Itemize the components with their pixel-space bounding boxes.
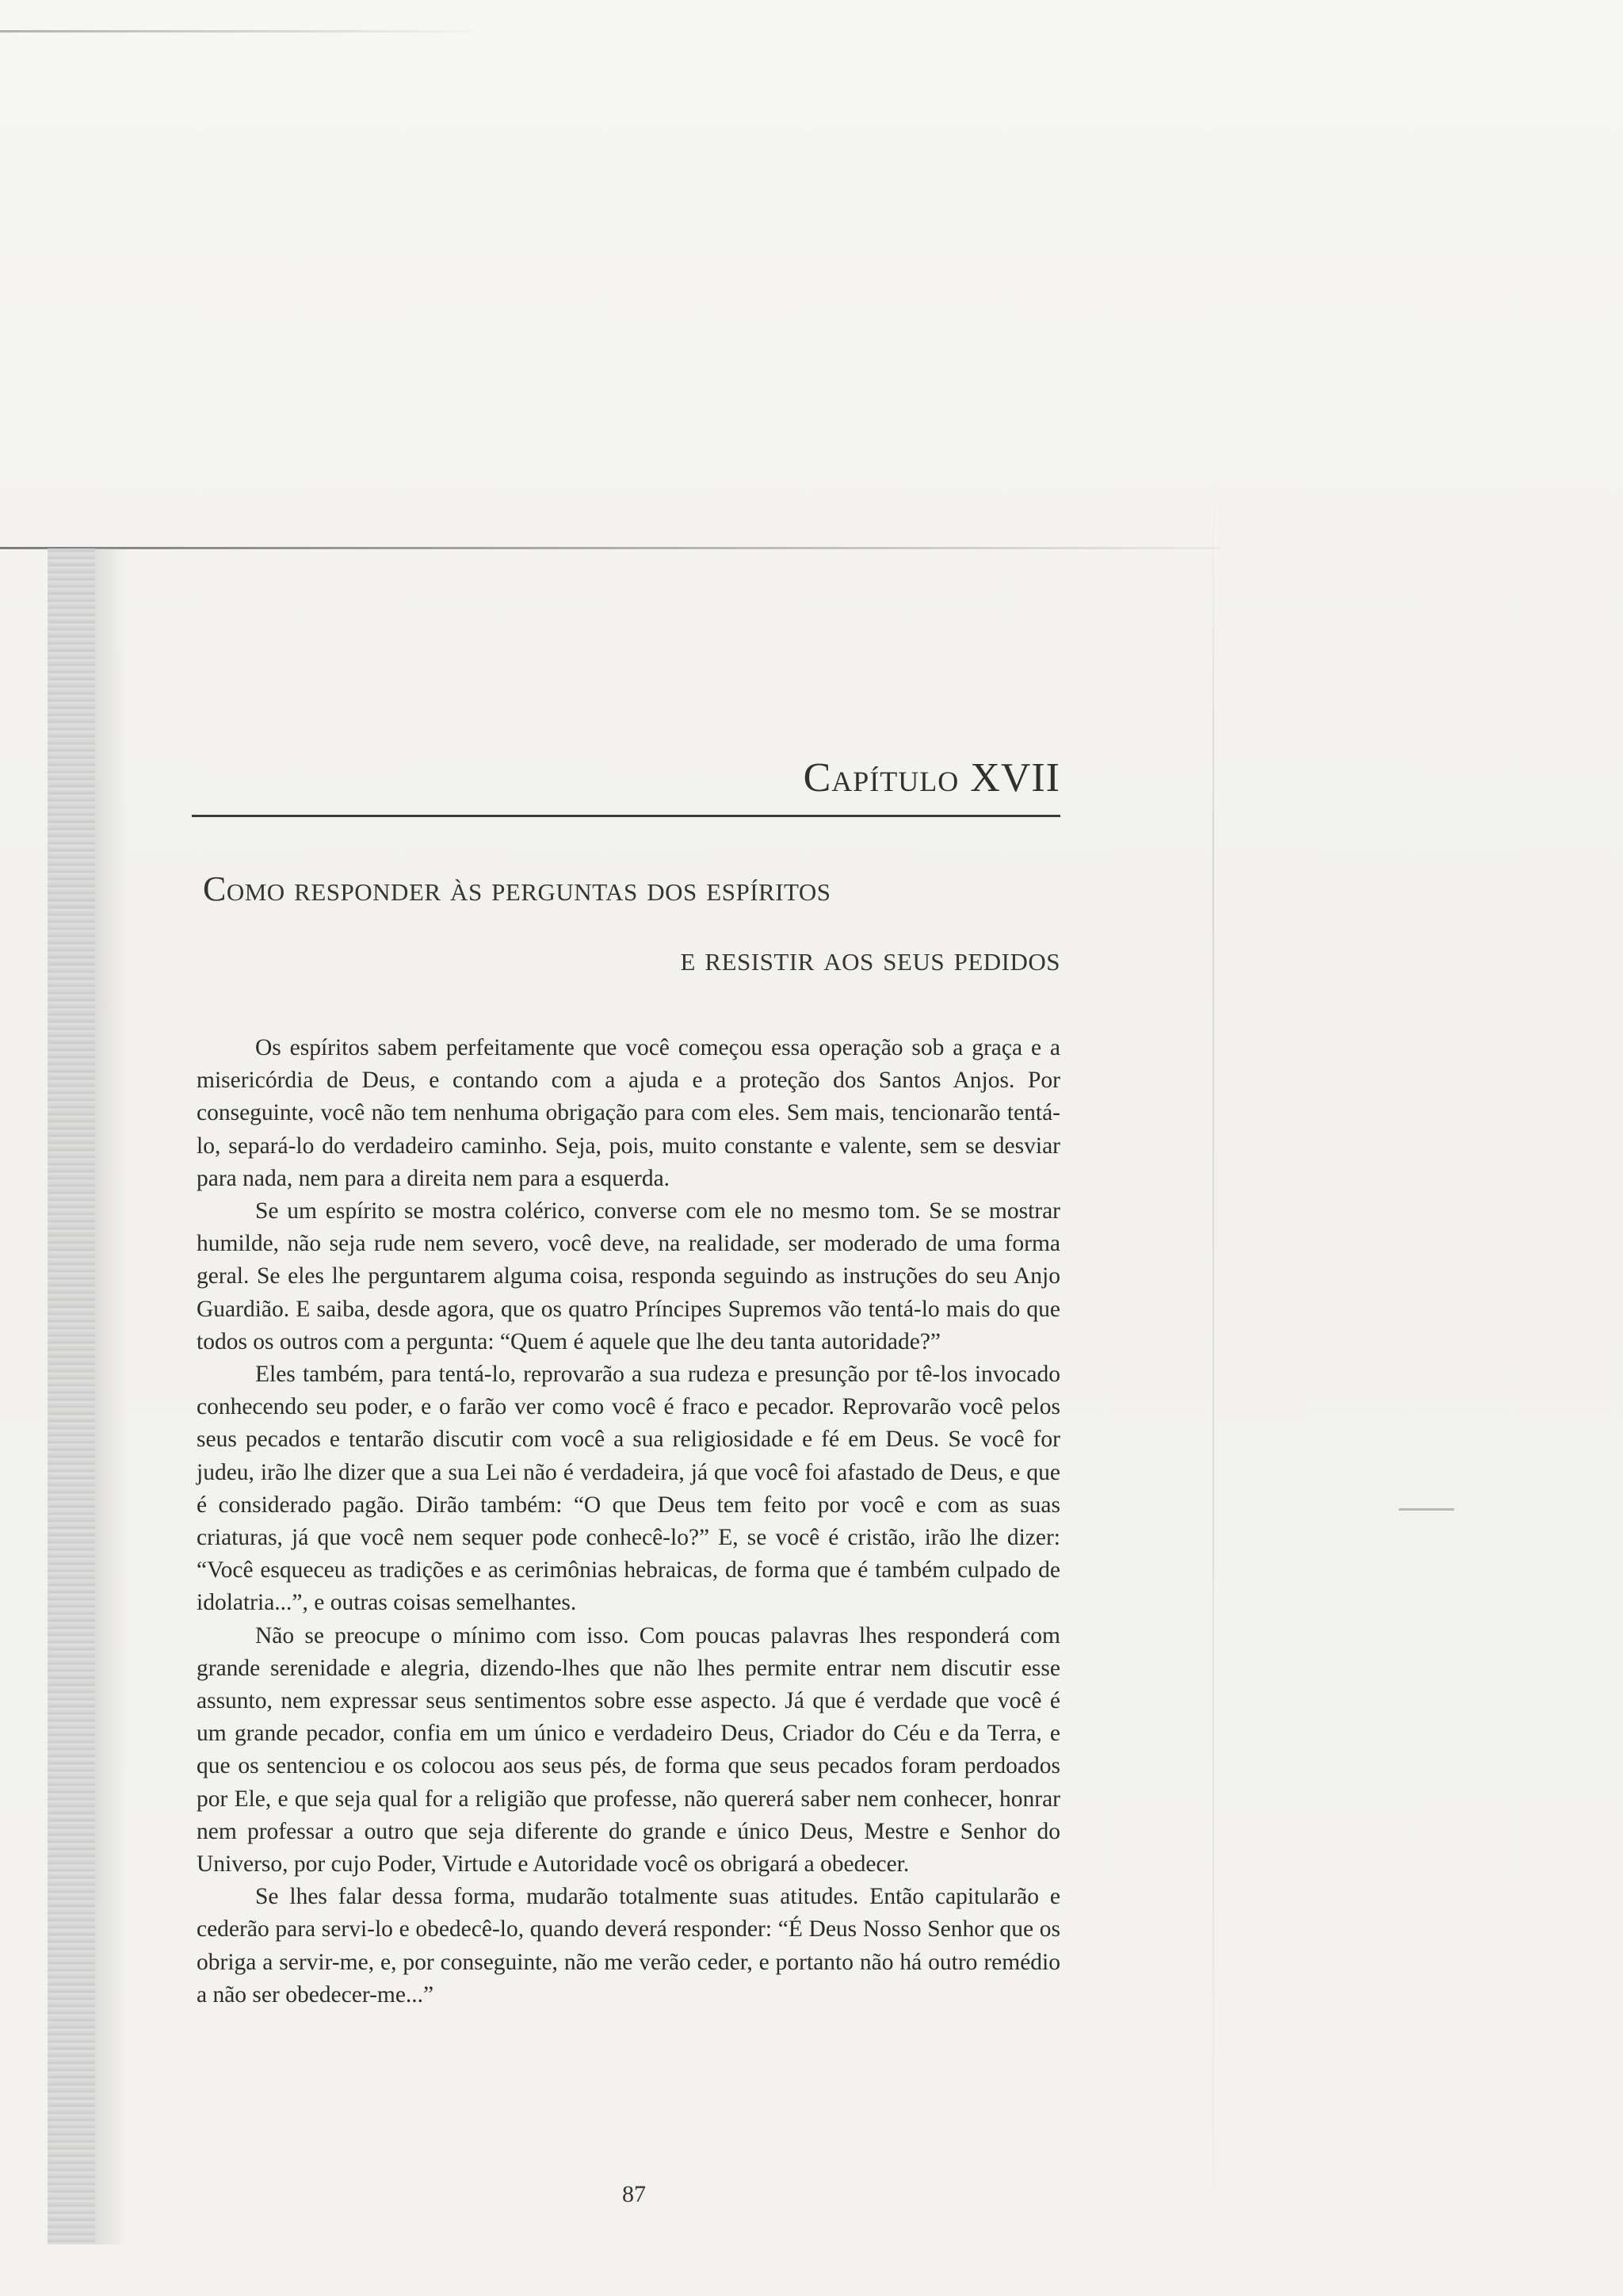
chapter-rule bbox=[192, 815, 1060, 817]
scan-smudge bbox=[1399, 1508, 1454, 1511]
paragraph: Se um espírito se mostra colérico, converse com ele no mesmo tom. Se se mostrar humilde, não seja rude nem severo, você deve, na realidade, ser moderado de uma forma geral. Se eles lhe perguntarem alguma coisa, responda seguindo as instruções do seu Anjo Guardião. E saiba, desde agora, que os quatro Príncipes Supremos vão tentá-lo mais do que todos os outros com a pergunta: “Quem é aquele que lhe deu tanta autoridade?” bbox=[197, 1198, 1060, 1354]
page-number: 87 bbox=[622, 2181, 646, 2207]
paragraph: Os espíritos sabem perfeitamente que você começou essa operação sob a graça e a misericórdia de Deus, e contando com a ajuda e a proteção dos Santos Anjos. Por conseguinte, você não tem nenhuma obrigação para com eles. Sem mais, tencionarão tentá-lo, separá-lo do verdadeiro caminho. Seja, pois, muito constante e valente, sem se desviar para nada, nem para a direita nem para a esquerda. bbox=[197, 1035, 1060, 1191]
page-right-edge bbox=[1212, 476, 1214, 2259]
binding-shadow bbox=[48, 548, 95, 2244]
paragraph: Se lhes falar dessa forma, mudarão totalmente suas atitudes. Então capitularão e cederão para servi-lo e obedecê-lo, quando deverá responder: “É Deus Nosso Senhor que os obriga a servir-me, e, por conseguinte, não me verão ceder, e portanto não há outro remédio a não ser obedecer-me...” bbox=[197, 1884, 1060, 2008]
chapter-label: Capítulo XVII bbox=[803, 755, 1060, 800]
body-text bbox=[197, 1032, 1060, 2011]
chapter-title bbox=[192, 854, 1060, 994]
page-fold-line bbox=[0, 547, 1220, 549]
chapter-title-line-2: e resistir aos seus pedidos bbox=[680, 939, 1060, 978]
paragraph: Não se preocupe o mínimo com isso. Com poucas palavras lhes responderá com grande serenidade e alegria, dizendo-lhes que não lhes permite entrar nem discutir esse assunto, nem expressar seus sentimentos sobre esse aspecto. Já que é verdade que você é um grande pecador, confia em um único e verdadeiro Deus, Criador do Céu e da Terra, e que os sentenciou e os colocou aos seus pés, de forma que seus pecados foram perdoados por Ele, e que seja qual for a religião que professe, não quererá saber nem conhecer, honrar nem professar a outro que seja diferente do grande e único Deus, Mestre e Senhor do Universo, por cujo Poder, Virtude e Autoridade você os obrigará a obedecer. bbox=[197, 1622, 1060, 1878]
paragraph: Eles também, para tentá-lo, reprovarão a sua rudeza e presunção por tê-los invocado conhecendo seu poder, e o farão ver como você é fraco e pecador. Reprovarão você pelos seus pecados e tentarão discutir com você a sua religiosidade e fé em Deus. Se você for judeu, irão lhe dizer que a sua Lei não é verdadeira, já que você foi afastado de Deus, e que é considerado pagão. Dirão também: “O que Deus tem feito por você e com as suas criaturas, já que você nem sequer pode conhecê-lo?” E, se você é cristão, irão lhe dizer: “Você esqueceu as tradições e as cerimônias hebraicas, de forma que é também culpado de idolatria...”, e outras coisas semelhantes. bbox=[197, 1362, 1060, 1616]
upper-sheet-edge bbox=[0, 30, 491, 32]
chapter-title-line-1: Como responder às perguntas dos espíritos bbox=[203, 869, 831, 908]
